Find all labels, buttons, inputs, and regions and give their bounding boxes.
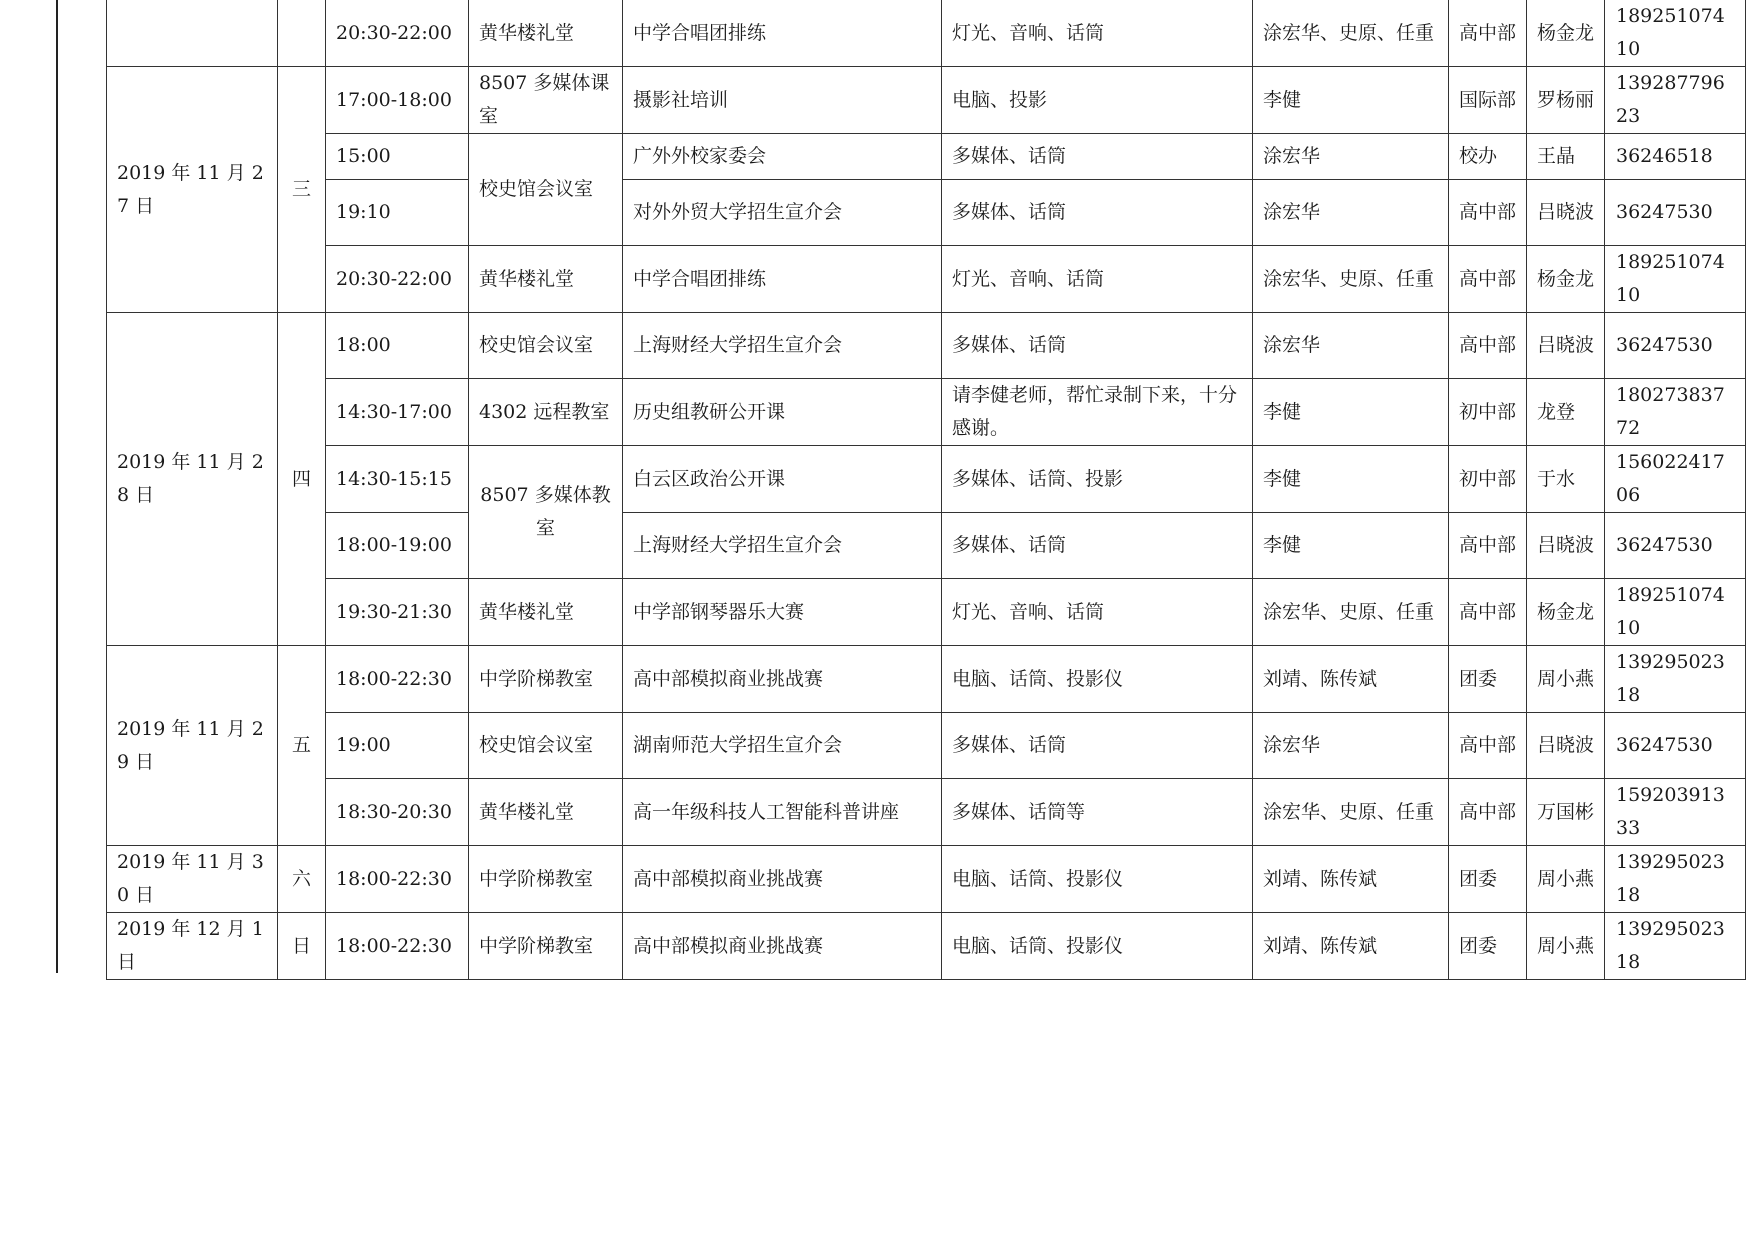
contact-cell: 万国彬 (1527, 779, 1605, 846)
event-cell: 高中部模拟商业挑战赛 (623, 913, 942, 980)
venue-cell: 4302 远程教室 (469, 379, 623, 446)
support-staff-cell: 李健 (1253, 446, 1449, 513)
support-staff-cell: 李健 (1253, 513, 1449, 579)
event-cell: 摄影社培训 (623, 67, 942, 134)
event-cell: 中学合唱团排练 (623, 246, 942, 313)
phone-cell: 18925107410 (1605, 0, 1746, 67)
time-cell: 19:00 (326, 713, 469, 779)
support-staff-cell: 涂宏华、史原、任重 (1253, 579, 1449, 646)
department-cell: 团委 (1449, 913, 1527, 980)
page-left-rule (56, 0, 58, 973)
venue-cell: 校史馆会议室 (469, 134, 623, 246)
department-cell: 高中部 (1449, 0, 1527, 67)
department-cell: 校办 (1449, 134, 1527, 180)
date-cell: 2019 年 12 月 1 日 (107, 913, 278, 980)
event-cell: 上海财经大学招生宣介会 (623, 513, 942, 579)
support-staff-cell: 刘靖、陈传斌 (1253, 646, 1449, 713)
time-cell: 20:30-22:00 (326, 246, 469, 313)
event-schedule-table (106, 0, 1746, 980)
venue-cell: 8507 多媒体课室 (469, 67, 623, 134)
event-cell: 湖南师范大学招生宣介会 (623, 713, 942, 779)
contact-cell: 杨金龙 (1527, 0, 1605, 67)
equipment-cell: 多媒体、话筒 (942, 180, 1253, 246)
table-row (107, 846, 1746, 913)
event-cell: 高中部模拟商业挑战赛 (623, 846, 942, 913)
table-row (107, 246, 1746, 313)
event-cell: 中学合唱团排练 (623, 0, 942, 67)
equipment-cell: 多媒体、话筒 (942, 134, 1253, 180)
event-cell: 上海财经大学招生宣介会 (623, 313, 942, 379)
phone-cell: 15920391333 (1605, 779, 1746, 846)
support-staff-cell: 李健 (1253, 379, 1449, 446)
time-cell: 14:30-17:00 (326, 379, 469, 446)
table-row (107, 134, 1746, 180)
event-cell: 高中部模拟商业挑战赛 (623, 646, 942, 713)
support-staff-cell: 涂宏华、史原、任重 (1253, 246, 1449, 313)
contact-cell: 周小燕 (1527, 646, 1605, 713)
contact-cell: 杨金龙 (1527, 246, 1605, 313)
weekday-cell: 六 (278, 846, 326, 913)
venue-cell: 黄华楼礼堂 (469, 0, 623, 67)
contact-cell: 吕晓波 (1527, 513, 1605, 579)
venue-cell: 中学阶梯教室 (469, 846, 623, 913)
phone-cell: 13929502318 (1605, 913, 1746, 980)
department-cell: 高中部 (1449, 513, 1527, 579)
event-cell: 历史组教研公开课 (623, 379, 942, 446)
time-cell: 18:00-22:30 (326, 913, 469, 980)
department-cell: 高中部 (1449, 779, 1527, 846)
phone-cell: 36247530 (1605, 180, 1746, 246)
department-cell: 高中部 (1449, 713, 1527, 779)
support-staff-cell: 涂宏华 (1253, 180, 1449, 246)
support-staff-cell: 刘靖、陈传斌 (1253, 913, 1449, 980)
table-row (107, 913, 1746, 980)
time-cell: 19:30-21:30 (326, 579, 469, 646)
contact-cell: 杨金龙 (1527, 579, 1605, 646)
contact-cell: 吕晓波 (1527, 180, 1605, 246)
venue-cell: 校史馆会议室 (469, 313, 623, 379)
department-cell: 团委 (1449, 646, 1527, 713)
table-row (107, 379, 1746, 446)
equipment-cell: 灯光、音响、话筒 (942, 0, 1253, 67)
venue-cell: 中学阶梯教室 (469, 913, 623, 980)
time-cell: 15:00 (326, 134, 469, 180)
contact-cell: 龙登 (1527, 379, 1605, 446)
weekday-cell: 日 (278, 913, 326, 980)
time-cell: 18:00-22:30 (326, 646, 469, 713)
phone-cell: 18925107410 (1605, 579, 1746, 646)
table-row (107, 579, 1746, 646)
weekday-cell: 三 (278, 67, 326, 313)
table-row (107, 779, 1746, 846)
equipment-cell: 灯光、音响、话筒 (942, 246, 1253, 313)
department-cell: 高中部 (1449, 180, 1527, 246)
date-cell: 2019 年 11 月 27 日 (107, 67, 278, 313)
time-cell: 18:00-22:30 (326, 846, 469, 913)
venue-cell: 黄华楼礼堂 (469, 246, 623, 313)
support-staff-cell: 涂宏华 (1253, 134, 1449, 180)
date-cell (107, 0, 278, 67)
venue-cell: 8507 多媒体教室 (469, 446, 623, 579)
phone-cell: 36246518 (1605, 134, 1746, 180)
phone-cell: 18925107410 (1605, 246, 1746, 313)
table-row (107, 180, 1746, 246)
equipment-cell: 多媒体、话筒等 (942, 779, 1253, 846)
table-row (107, 446, 1746, 513)
equipment-cell: 请李健老师，帮忙录制下来，十分感谢。 (942, 379, 1253, 446)
department-cell: 高中部 (1449, 313, 1527, 379)
contact-cell: 罗杨丽 (1527, 67, 1605, 134)
contact-cell: 吕晓波 (1527, 313, 1605, 379)
equipment-cell: 电脑、话筒、投影仪 (942, 913, 1253, 980)
equipment-cell: 灯光、音响、话筒 (942, 579, 1253, 646)
weekday-cell: 四 (278, 313, 326, 646)
time-cell: 14:30-15:15 (326, 446, 469, 513)
support-staff-cell: 涂宏华 (1253, 313, 1449, 379)
phone-cell: 13928779623 (1605, 67, 1746, 134)
support-staff-cell: 涂宏华 (1253, 713, 1449, 779)
phone-cell: 13929502318 (1605, 646, 1746, 713)
support-staff-cell: 涂宏华、史原、任重 (1253, 0, 1449, 67)
time-cell: 18:00 (326, 313, 469, 379)
department-cell: 高中部 (1449, 246, 1527, 313)
time-cell: 18:30-20:30 (326, 779, 469, 846)
department-cell: 高中部 (1449, 579, 1527, 646)
venue-cell: 黄华楼礼堂 (469, 779, 623, 846)
phone-cell: 36247530 (1605, 313, 1746, 379)
time-cell: 18:00-19:00 (326, 513, 469, 579)
phone-cell: 36247530 (1605, 513, 1746, 579)
phone-cell: 18027383772 (1605, 379, 1746, 446)
department-cell: 团委 (1449, 846, 1527, 913)
equipment-cell: 电脑、投影 (942, 67, 1253, 134)
venue-cell: 中学阶梯教室 (469, 646, 623, 713)
table-row (107, 513, 1746, 579)
equipment-cell: 多媒体、话筒 (942, 513, 1253, 579)
date-cell: 2019 年 11 月 30 日 (107, 846, 278, 913)
equipment-cell: 多媒体、话筒 (942, 313, 1253, 379)
date-cell: 2019 年 11 月 28 日 (107, 313, 278, 646)
equipment-cell: 电脑、话筒、投影仪 (942, 646, 1253, 713)
event-cell: 白云区政治公开课 (623, 446, 942, 513)
time-cell: 19:10 (326, 180, 469, 246)
department-cell: 国际部 (1449, 67, 1527, 134)
venue-cell: 黄华楼礼堂 (469, 579, 623, 646)
table-row (107, 0, 1746, 67)
contact-cell: 吕晓波 (1527, 713, 1605, 779)
weekday-cell: 五 (278, 646, 326, 846)
weekday-cell (278, 0, 326, 67)
event-cell: 高一年级科技人工智能科普讲座 (623, 779, 942, 846)
contact-cell: 周小燕 (1527, 913, 1605, 980)
equipment-cell: 电脑、话筒、投影仪 (942, 846, 1253, 913)
table-row (107, 67, 1746, 134)
phone-cell: 15602241706 (1605, 446, 1746, 513)
department-cell: 初中部 (1449, 379, 1527, 446)
table-row (107, 713, 1746, 779)
time-cell: 20:30-22:00 (326, 0, 469, 67)
support-staff-cell: 刘靖、陈传斌 (1253, 846, 1449, 913)
table-row (107, 646, 1746, 713)
equipment-cell: 多媒体、话筒 (942, 713, 1253, 779)
contact-cell: 于水 (1527, 446, 1605, 513)
support-staff-cell: 涂宏华、史原、任重 (1253, 779, 1449, 846)
date-cell: 2019 年 11 月 29 日 (107, 646, 278, 846)
event-cell: 对外外贸大学招生宣介会 (623, 180, 942, 246)
venue-cell: 校史馆会议室 (469, 713, 623, 779)
event-cell: 广外外校家委会 (623, 134, 942, 180)
phone-cell: 36247530 (1605, 713, 1746, 779)
time-cell: 17:00-18:00 (326, 67, 469, 134)
table-row (107, 313, 1746, 379)
department-cell: 初中部 (1449, 446, 1527, 513)
phone-cell: 13929502318 (1605, 846, 1746, 913)
event-cell: 中学部钢琴器乐大赛 (623, 579, 942, 646)
contact-cell: 王晶 (1527, 134, 1605, 180)
contact-cell: 周小燕 (1527, 846, 1605, 913)
support-staff-cell: 李健 (1253, 67, 1449, 134)
equipment-cell: 多媒体、话筒、投影 (942, 446, 1253, 513)
